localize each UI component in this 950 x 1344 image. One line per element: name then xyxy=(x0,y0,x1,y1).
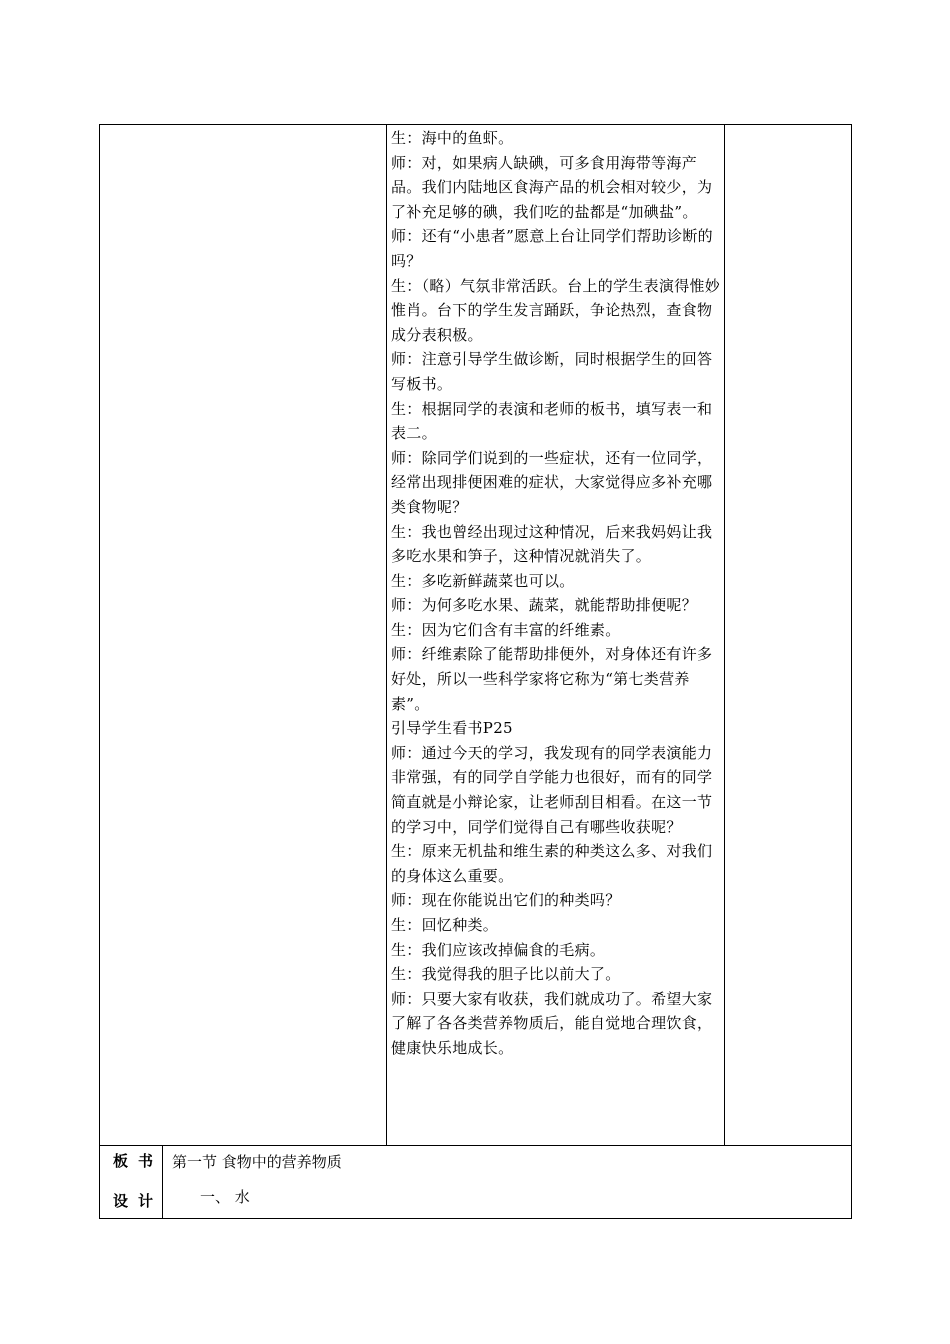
dialogue-line: 生：原来无机盐和维生素的种类这么多、对我们的身体这么重要。 xyxy=(391,842,713,885)
table-bottom-border xyxy=(99,1218,852,1219)
dialogue-line: 生：多吃新鲜蔬菜也可以。 xyxy=(391,571,575,590)
dialogue-line: 生：我觉得我的胆子比以前大了。 xyxy=(391,965,621,984)
teaching-dialogue xyxy=(391,126,723,1061)
dialogue-line: 师：对，如果病人缺碘，可多食用海带等海产品。我们内陆地区食海产品的机会相对较少，为了补充足够的碘，我们吃的盐都是“加碘盐”。 xyxy=(391,153,713,221)
table-right-border xyxy=(851,124,852,1219)
dialogue-line: 生：根据同学的表演和老师的板书，填写表一和表二。 xyxy=(391,399,713,443)
dialogue-line: 师：为何多吃水果、蔬菜，就能帮助排便呢？ xyxy=(391,596,698,615)
board-label-top: 板书 xyxy=(113,1152,164,1170)
board-title: 第一节 食物中的营养物质 xyxy=(172,1153,342,1171)
board-label-bottom: 设计 xyxy=(113,1192,164,1210)
dialogue-line: 引导学生看书P25 xyxy=(391,719,513,738)
column-divider-1 xyxy=(386,124,387,1146)
dialogue-line: 生：我们应该改掉偏食的毛病。 xyxy=(391,940,606,959)
dialogue-line: 生：因为它们含有丰富的纤维素。 xyxy=(391,620,621,639)
dialogue-line: 师：通过今天的学习，我发现有的同学表演能力非常强，有的同学自学能力也很好，而有的同学简直就是小辩论家，让老师刮目相看。在这一节的学习中，同学们觉得自己有哪些收获呢？ xyxy=(391,743,713,836)
dialogue-line: 师：现在你能说出它们的种类吗？ xyxy=(391,891,621,910)
dialogue-line: 师：除同学们说到的一些症状，还有一位同学，经常出现排便困难的症状，大家觉得应多补充哪类食物呢？ xyxy=(391,448,713,516)
table-left-border xyxy=(99,124,100,1219)
dialogue-line: 生：我也曾经出现过这种情况，后来我妈妈让我多吃水果和笋子，这种情况就消失了。 xyxy=(391,522,713,566)
table-top-border xyxy=(99,124,852,125)
dialogue-line: 师：纤维素除了能帮助排便外，对身体还有许多好处，所以一些科学家将它称为“第七类营养素”。 xyxy=(391,645,713,713)
dialogue-line: 生：海中的鱼虾。 xyxy=(391,129,514,147)
board-top-border xyxy=(99,1145,852,1146)
dialogue-line: 师：注意引导学生做诊断，同时根据学生的回答写板书。 xyxy=(391,350,713,393)
dialogue-line: 生：（略）气氛非常活跃。台上的学生表演得惟妙惟肖。台下的学生发言踊跃，争论热烈，查食物成分表积极。 xyxy=(391,276,721,344)
board-item-water: 一、 水 xyxy=(200,1188,250,1206)
column-divider-2 xyxy=(724,124,725,1146)
dialogue-line: 生：回忆种类。 xyxy=(391,916,499,934)
dialogue-line: 师：只要大家有收获，我们就成功了。希望大家了解了各各类营养物质后，能自觉地合理饮食，健康快乐地成长。 xyxy=(391,989,713,1057)
dialogue-line: 师：还有“小患者”愿意上台让同学们帮助诊断的吗？ xyxy=(391,227,713,270)
